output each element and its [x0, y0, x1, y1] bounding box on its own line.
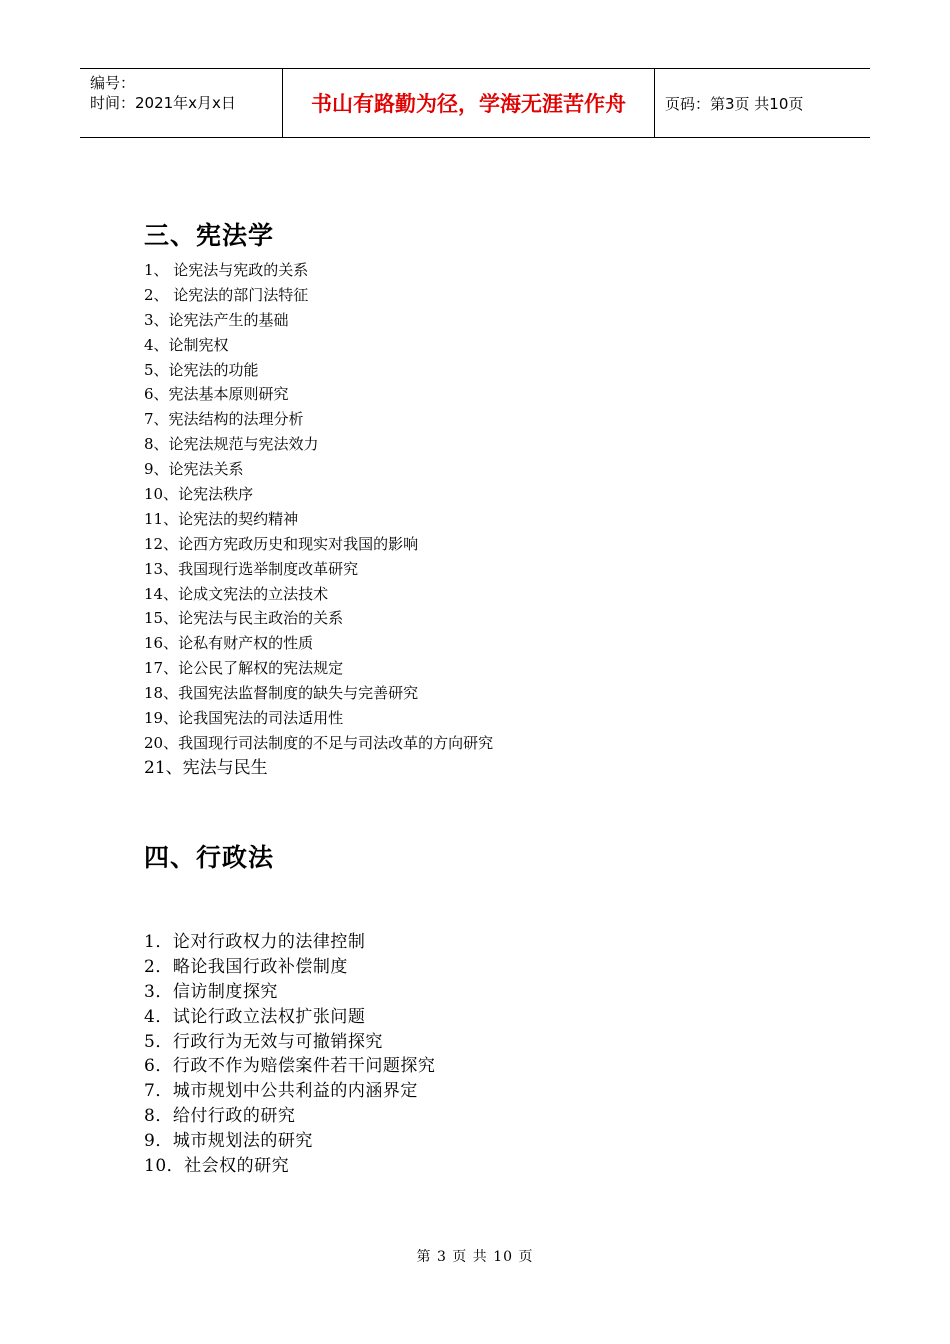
list-item: 14、论成文宪法的立法技术	[144, 584, 329, 603]
section-title-administrative-law: 四、行政法	[144, 843, 275, 872]
list-item: 1、 论宪法与宪政的关系	[144, 261, 309, 279]
list-item: 20、我国现行司法制度的不足与司法改革的方向研究	[144, 733, 494, 752]
list-item: 5．行政行为无效与可撤销探究	[144, 1031, 383, 1052]
list-item: 16、论私有财产权的性质	[144, 634, 314, 653]
list-item: 9．城市规划法的研究	[144, 1131, 313, 1152]
list-item: 10．社会权的研究	[144, 1156, 290, 1177]
list-item: 18、我国宪法监督制度的缺失与完善研究	[144, 684, 419, 703]
constitutional-law-topic-list	[144, 258, 493, 781]
list-item: 4．试论行政立法权扩张问题	[144, 1006, 366, 1027]
list-item: 8、论宪法规范与宪法效力	[144, 435, 319, 454]
page-header	[80, 68, 870, 138]
list-item: 10、论宪法秩序	[144, 485, 254, 504]
list-item: 13、我国现行选举制度改革研究	[144, 559, 359, 578]
list-item: 11、论宪法的契约精神	[144, 509, 299, 528]
list-item: 4、论制宪权	[144, 335, 229, 354]
header-motto: 书山有路勤为径，学海无涯苦作舟	[282, 69, 655, 137]
list-item: 2．略论我国行政补偿制度	[144, 956, 348, 977]
document-time: 时间：2021年x月x日	[90, 94, 236, 112]
list-item: 17、论公民了解权的宪法规定	[144, 659, 344, 678]
list-item: 7．城市规划中公共利益的内涵界定	[144, 1081, 418, 1102]
list-item: 19、论我国宪法的司法适用性	[144, 709, 344, 728]
administrative-law-topic-list	[144, 930, 435, 1179]
section-title-constitutional-law: 三、宪法学	[144, 221, 275, 250]
list-item: 3．信访制度探究	[144, 981, 278, 1002]
list-item: 2、 论宪法的部门法特征	[144, 285, 309, 304]
list-item: 15、论宪法与民主政治的关系	[144, 609, 344, 628]
list-item: 9、论宪法关系	[144, 460, 244, 479]
list-item: 21、宪法与民生	[144, 757, 268, 778]
header-meta	[80, 69, 282, 137]
list-item: 3、论宪法产生的基础	[144, 310, 289, 329]
list-item: 1．论对行政权力的法律控制	[144, 932, 366, 952]
list-item: 6、宪法基本原则研究	[144, 385, 289, 404]
list-item: 5、论宪法的功能	[144, 360, 259, 379]
page-footer: 第 3 页 共 10 页	[416, 1249, 534, 1265]
header-page-info: 页码：第3页 共10页	[665, 94, 804, 113]
document-number: 编号：	[90, 74, 136, 92]
list-item: 12、论西方宪政历史和现实对我国的影响	[144, 534, 419, 553]
list-item: 6．行政不作为赔偿案件若干问题探究	[144, 1056, 436, 1077]
list-item: 7、宪法结构的法理分析	[144, 410, 304, 429]
list-item: 8．给付行政的研究	[144, 1106, 296, 1127]
